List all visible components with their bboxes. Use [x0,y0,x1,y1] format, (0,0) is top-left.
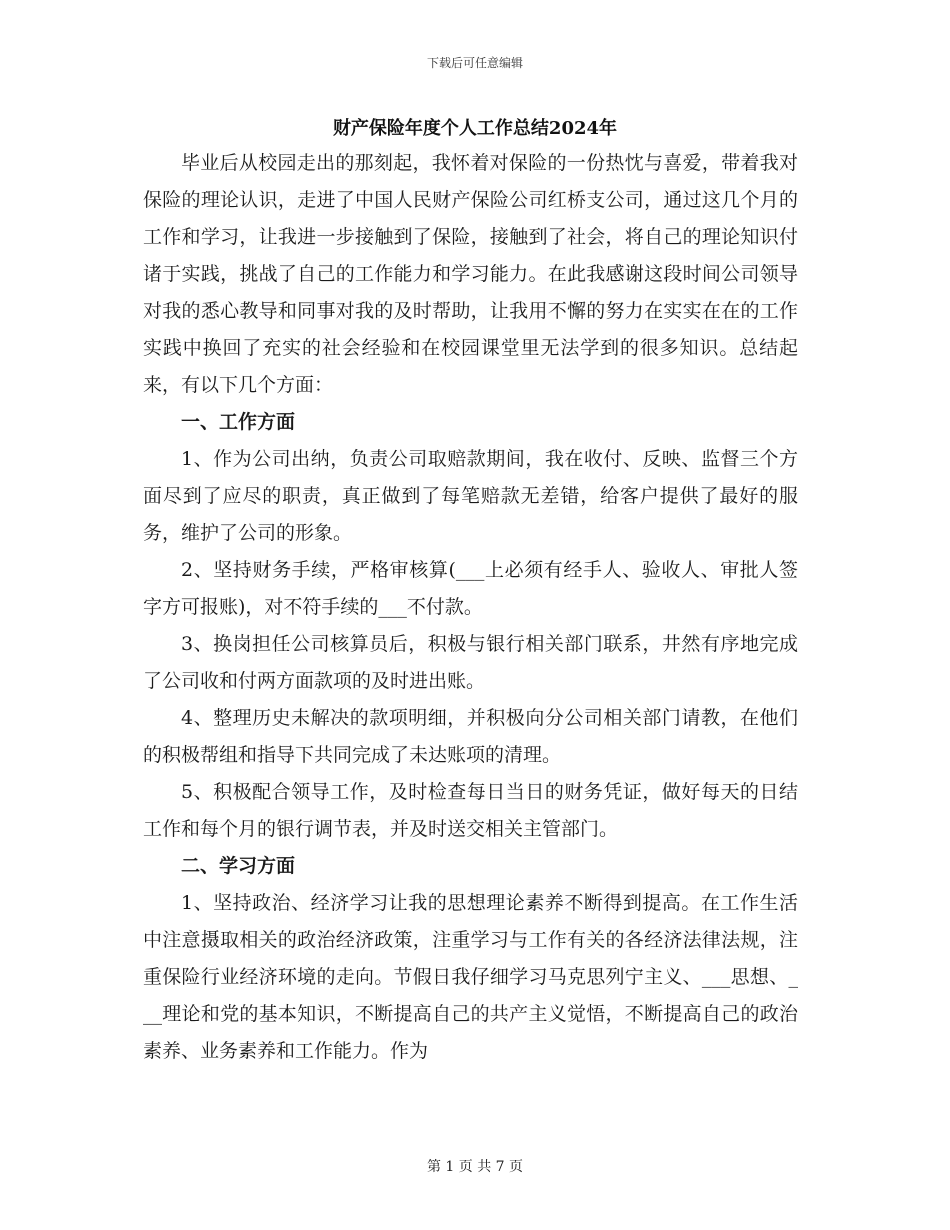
work-item-2: 2、坚持财务手续，严格审核算(___上必须有经手人、验收人、审批人签字方可报账)，对不符手续的___不付款。 [143,559,798,618]
study-item-1: 1、坚持政治、经济学习让我的思想理论素养不断得到提高。在工作生活中注意摄取相关的政治经济政策，注重学习与工作有关的各经济法律法规，注重保险行业经济环境的走向。节假日我仔细学习马克思列宁主义、___思想、___理论和党的基本知识，不断提高自己的共产主义觉悟，不断提高自己的政治素养、业务素养和工作能力。作为 [143,892,798,1062]
work-item-4: 4、整理历史未解决的款项明细，并积极向分公司相关部门请教，在他们的积极帮组和指导下共同完成了未达账项的清理。 [143,707,798,766]
page-title: 财产保险年度个人工作总结2024年 [332,118,618,139]
section-heading-work: 一、工作方面 [181,411,296,433]
page-footer: 第 1 页 共 7 页 [426,1159,524,1175]
section-heading-study: 二、学习方面 [181,855,296,877]
document-body [143,145,798,1070]
work-item-3: 3、换岗担任公司核算员后，积极与银行相关部门联系，井然有序地完成了公司收和付两方面款项的及时进出账。 [143,633,798,692]
intro-paragraph: 毕业后从校园走出的那刻起，我怀着对保险的一份热忱与喜爱，带着我对保险的理论认识，走进了中国人民财产保险公司红桥支公司，通过这几个月的工作和学习，让我进一步接触到了保险，接触到了社会，将自己的理论知识付诸于实践，挑战了自己的工作能力和学习能力。在此我感谢这段时间公司领导对我的悉心教导和同事对我的及时帮助，让我用不懈的努力在实实在在的工作实践中换回了充实的社会经验和在校园课堂里无法学到的很多知识。总结起来，有以下几个方面： [143,152,798,396]
work-item-1: 1、作为公司出纳，负责公司取赔款期间，我在收付、反映、监督三个方面尽到了应尽的职责，真正做到了每笔赔款无差错，给客户提供了最好的服务，维护了公司的形象。 [143,448,798,544]
work-item-5: 5、积极配合领导工作，及时检查每日当日的财务凭证，做好每天的日结工作和每个月的银行调节表，并及时送交相关主管部门。 [143,781,798,840]
header-note: 下载后可任意编辑 [426,56,523,70]
